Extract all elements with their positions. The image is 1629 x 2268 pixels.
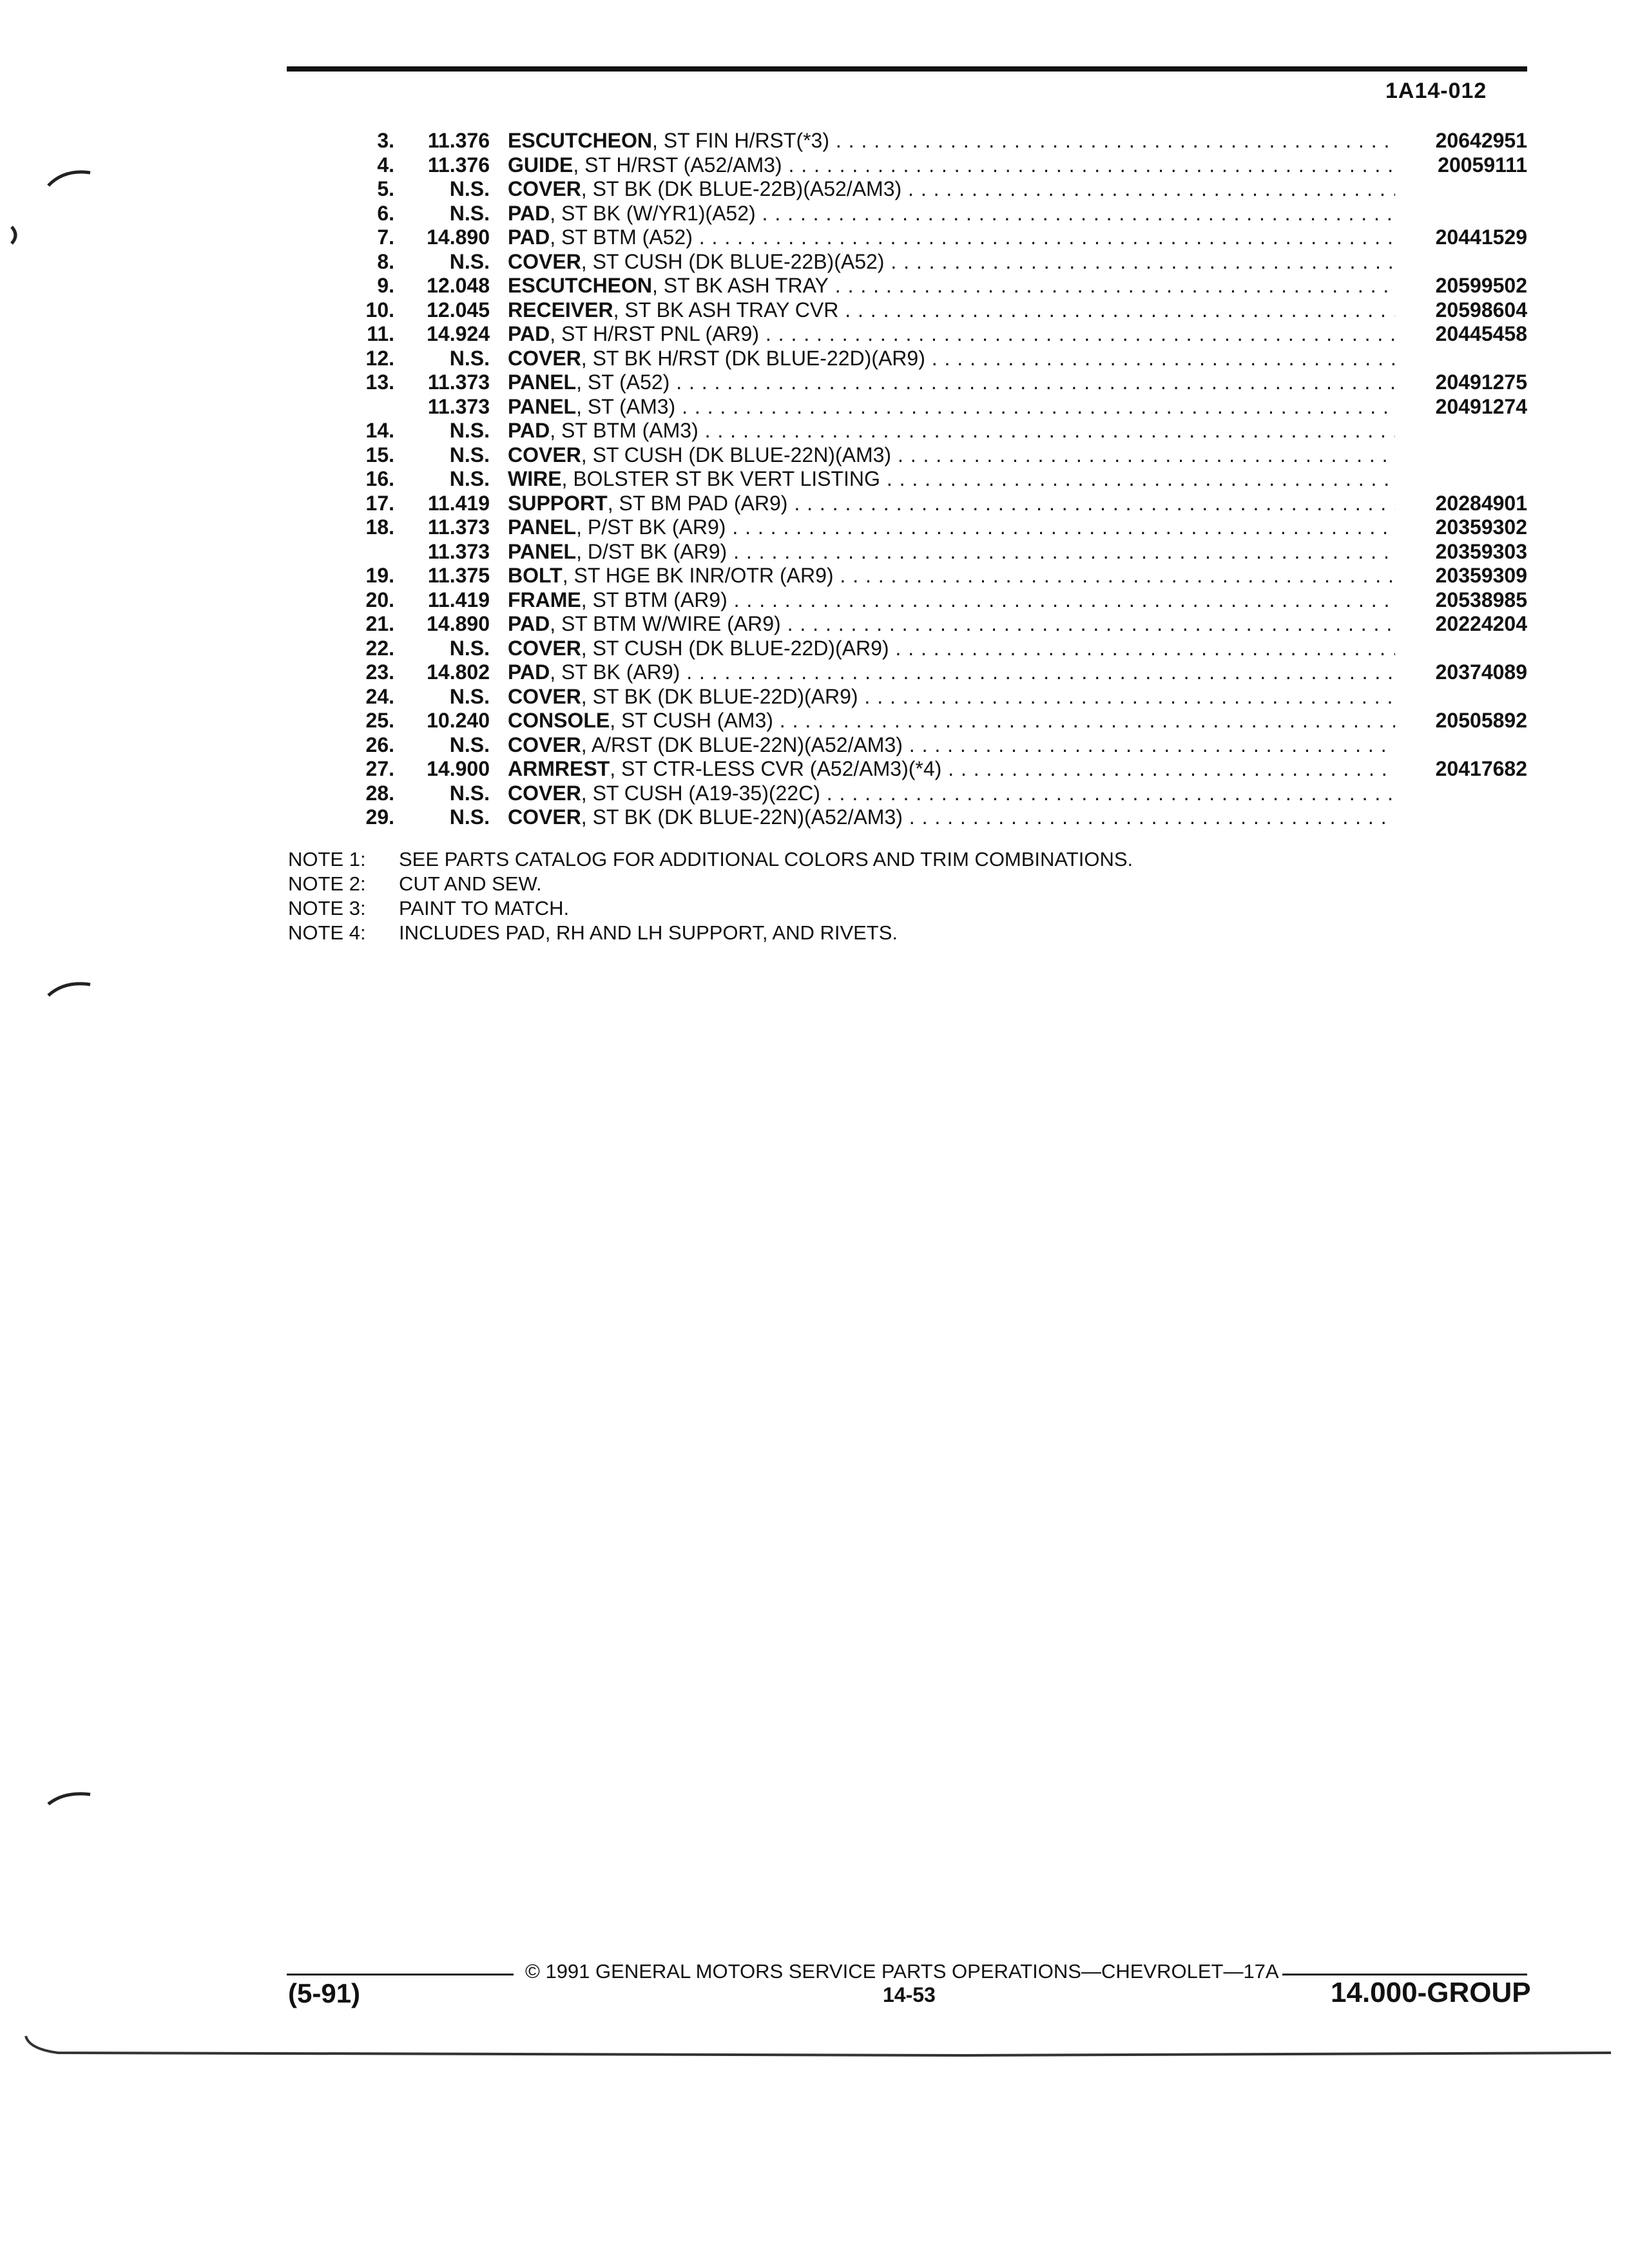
item-number: 13. [365,370,394,394]
part-name: ESCUTCHEON [508,274,653,297]
revision-date: (5-91) [288,1978,361,2008]
group-number: 11.376 [427,129,490,152]
part-name: COVER [508,781,581,805]
part-number: 20598604 [1435,298,1527,322]
item-number: 25. [365,709,394,732]
part-name: FRAME [508,588,581,611]
item-number: 17. [365,491,394,515]
part-number: 20599502 [1435,274,1527,297]
part-detail: , ST CUSH (DK BLUE-22B)(A52) [581,249,885,273]
part-name: COVER [508,346,581,370]
part-number: 20642951 [1435,129,1527,152]
group-number: N.S. [449,781,490,805]
item-number: 20. [365,588,394,611]
group-number: 11.419 [427,491,490,515]
item-number: 21. [365,612,394,635]
item-number: 3. [377,129,394,152]
part-detail: , BOLSTER ST BK VERT LISTING [561,467,880,490]
group-number: N.S. [449,177,490,200]
part-name: ARMREST [508,757,610,780]
part-detail: , ST CUSH (DK BLUE-22N)(AM3) [581,443,892,466]
part-detail: , ST CUSH (DK BLUE-22D)(AR9) [581,636,889,660]
note-text: CUT AND SEW. [399,872,542,895]
part-name: PAD [508,612,550,635]
part-number: 20284901 [1435,491,1527,515]
group-number: N.S. [449,467,490,490]
item-number: 6. [377,201,394,225]
item-number: 14. [365,419,394,442]
part-detail: , ST (AM3) [576,394,676,418]
group-number: 14.900 [427,757,490,780]
group-number: 14.890 [427,612,490,635]
part-number: 20359302 [1435,515,1527,539]
note-label: NOTE 4: [288,921,366,944]
part-name: COVER [508,684,581,708]
part-name: COVER [508,249,581,273]
item-number: 8. [377,249,394,273]
part-name: COVER [508,443,581,466]
group-number: 14.890 [427,226,490,249]
part-detail: , A/RST (DK BLUE-22N)(A52/AM3) [581,733,903,756]
item-number: 26. [365,733,394,756]
group-number: N.S. [449,636,490,660]
group-number: N.S. [449,443,490,466]
part-detail: , ST BTM (AM3) [550,419,699,442]
part-detail: , ST BTM (AR9) [581,588,728,611]
page-number: 14-53 [883,1983,936,2006]
group-number: 11.376 [427,153,490,177]
part-number: 20538985 [1435,588,1527,611]
item-number: 29. [365,805,394,829]
copyright-line: © 1991 GENERAL MOTORS SERVICE PARTS OPERATIONS—CHEVROLET—17A [525,1960,1279,1983]
item-number: 4. [377,153,394,177]
part-number: 20224204 [1435,612,1527,635]
part-number: 20505892 [1435,709,1527,732]
part-detail: , ST BM PAD (AR9) [607,491,788,515]
part-name: GUIDE [508,153,574,177]
group-number: 11.373 [427,394,490,418]
part-name: COVER [508,805,581,829]
part-number: 20374089 [1435,660,1527,684]
part-name: PAD [508,322,550,345]
part-name: RECEIVER [508,298,613,322]
part-name: ESCUTCHEON [508,129,653,152]
group-number: 11.373 [427,539,490,563]
item-number: 9. [377,274,394,297]
part-detail: , ST BK (DK BLUE-22B)(A52/AM3) [581,177,902,200]
group-number: N.S. [449,684,490,708]
part-name: COVER [508,636,581,660]
item-number: 5. [377,177,394,200]
part-name: CONSOLE [508,709,610,732]
note-label: NOTE 1: [288,848,366,870]
group-number: N.S. [449,201,490,225]
part-name: PANEL [508,515,577,539]
part-detail: , ST FIN H/RST(*3) [652,129,829,152]
part-detail: , ST CTR-LESS CVR (A52/AM3)(*4) [610,757,942,780]
group-number: 11.373 [427,515,490,539]
part-number: 20059111 [1438,153,1527,177]
part-number: 20359309 [1435,564,1527,587]
part-name: BOLT [508,564,563,587]
item-number: 7. [377,226,394,249]
part-name: PAD [508,226,550,249]
item-number: 18. [365,515,394,539]
part-name: WIRE [508,467,562,490]
part-name: PAD [508,419,550,442]
group-number: 10.240 [427,709,490,732]
item-number: 15. [365,443,394,466]
item-number: 24. [365,684,394,708]
part-detail: , ST BTM W/WIRE (AR9) [550,612,781,635]
group-number: 11.419 [427,588,490,611]
part-detail: , ST CUSH (AM3) [610,709,773,732]
group-number: N.S. [449,249,490,273]
part-name: PANEL [508,539,577,563]
part-detail: , ST BK (DK BLUE-22D)(AR9) [581,684,858,708]
part-detail: , ST BK (DK BLUE-22N)(A52/AM3) [581,805,903,829]
part-name: SUPPORT [508,491,608,515]
item-number: 19. [365,564,394,587]
item-number: 16. [365,467,394,490]
part-detail: , ST H/RST PNL (AR9) [550,322,759,345]
part-number: 20359303 [1435,539,1527,563]
item-number: 12. [365,346,394,370]
part-detail: , P/ST BK (AR9) [576,515,726,539]
part-name: PANEL [508,370,577,394]
part-detail: , ST BTM (A52) [550,226,693,249]
group-number: 11.373 [427,370,490,394]
page-code: 1A14-012 [1385,79,1487,103]
part-detail: , D/ST BK (AR9) [576,539,728,563]
part-number: 20491275 [1435,370,1527,394]
part-name: COVER [508,177,581,200]
note-text: SEE PARTS CATALOG FOR ADDITIONAL COLORS AND TRIM COMBINATIONS. [399,848,1133,870]
part-detail: , ST BK H/RST (DK BLUE-22D)(AR9) [581,346,925,370]
group-number: 12.045 [427,298,490,322]
part-detail: , ST BK (AR9) [550,660,680,684]
item-number: 27. [365,757,394,780]
item-number: 10. [365,298,394,322]
part-name: PAD [508,660,550,684]
item-number: 22. [365,636,394,660]
part-number: 20445458 [1435,322,1527,345]
part-detail: , ST HGE BK INR/OTR (AR9) [562,564,834,587]
group-number: 14.802 [427,660,490,684]
part-number: 20441529 [1435,226,1527,249]
note-label: NOTE 3: [288,897,366,919]
part-name: PANEL [508,394,577,418]
part-number: 20417682 [1435,757,1527,780]
group-number: N.S. [449,419,490,442]
group-number: 11.375 [427,564,490,587]
group-number: 14.924 [427,322,490,345]
part-detail: , ST H/RST (A52/AM3) [573,153,782,177]
part-detail: , ST BK ASH TRAY [652,274,829,297]
part-detail: , ST CUSH (A19-35)(22C) [581,781,820,805]
note-text: PAINT TO MATCH. [399,897,570,919]
part-name: COVER [508,733,581,756]
group-number: N.S. [449,733,490,756]
group-number: N.S. [449,805,490,829]
group-label: 14.000-GROUP [1331,1977,1531,2008]
note-label: NOTE 2: [288,872,366,895]
item-number: 11. [367,322,394,345]
part-detail: , ST (A52) [576,370,670,394]
note-text: INCLUDES PAD, RH AND LH SUPPORT, AND RIVETS. [399,921,898,944]
part-detail: , ST BK ASH TRAY CVR [613,298,839,322]
item-number: 23. [365,660,394,684]
part-detail: , ST BK (W/YR1)(A52) [550,201,756,225]
part-number: 20491274 [1435,394,1527,418]
group-number: 12.048 [427,274,490,297]
item-number: 28. [365,781,394,805]
part-name: PAD [508,201,550,225]
group-number: N.S. [449,346,490,370]
